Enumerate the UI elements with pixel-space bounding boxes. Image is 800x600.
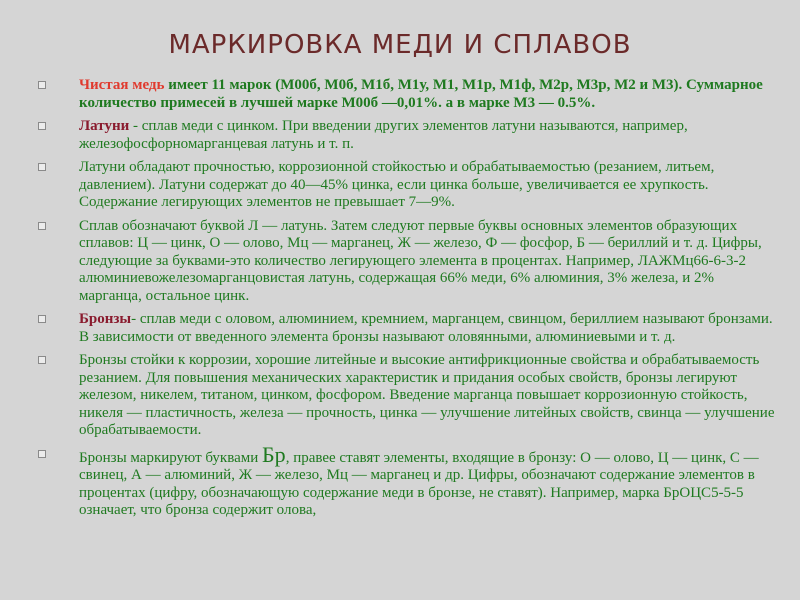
bullet-list [38,77,780,520]
bullet-icon [38,450,46,458]
list-item [38,118,780,153]
slide-title: МАРКИРОВКА МЕДИ И СПЛАВОВ [168,30,632,60]
term-brass: Латуни [79,118,130,134]
item-text: - сплав меди с оловом, алюминием, кремнием, марганцем, свинцом, бериллием называют бронзами. В зависимости от введенного элемента бронзы называют оловянными, алюминиевыми и т. д. [79,311,773,345]
bullet-icon [38,81,46,89]
bullet-icon [38,163,46,171]
bullet-icon [38,222,46,230]
item-text: , правее ставят элементы, входящие в бронзу: О — олово, Ц — цинк, С — свинец, А — алюминий, Ж — железо, Мц — марганец и др. Цифры, обозначают содержание элементов в процентах (цифру, обозначающую содержание меди в бронзе, не ставят). Например, марка БрОЦС5-5-5 означает, что бронза содержит олова, [79,449,759,518]
term-bronze: Бронзы [79,311,132,327]
list-item [38,311,780,346]
bullet-icon [38,356,46,364]
list-item [38,352,780,440]
term-pure-copper: Чистая медь [79,77,165,93]
item-text: имеет 11 марок (М00б, М0б, М1б, М1у, М1, М1р, М1ф, М2р, М3р, М2 и М3). Суммарное количество примесей в лучшей марке М00б —0,01%. а в марке М3 — 0.5%. [79,77,763,111]
item-text: Латуни обладают прочностью, коррозионной стойкостью и обрабатываемостью (резанием, литьем, давлением). Латуни содержат до 40—45% цинка, если цинка больше, увеличивается ее хрупкость. Содержание легирующих элементов не превышает 7—9%. [79,159,715,210]
list-item [38,218,780,306]
bullet-icon [38,315,46,323]
item-text-prefix: Бронзы маркируют буквами [79,449,263,466]
term-br-large: Бр [262,441,286,467]
list-item [38,159,780,212]
item-text: - сплав меди с цинком. При введении других элементов латуни называются, например, железофосфорномарганцевая латунь и т. п. [79,118,688,152]
item-text: Бронзы стойки к коррозии, хорошие литейные и высокие антифрикционные свойства и обрабатываемость резанием. Для повышения механических характеристик и придания особых свойств, бронзы легируют железом, никелем, титаном, цинком, фосфором. Введение марганца повышает коррозионную стойкость, никеля — пластичность, железа — прочность, цинка — улучшение литейных свойств, свинца — улучшение обрабатываемости. [79,352,775,438]
list-item [38,77,780,112]
bullet-icon [38,122,46,130]
item-text: Сплав обозначают буквой Л — латунь. Затем следуют первые буквы основных элементов образующих сплавов: Ц — цинк, О — олово, Мц — марганец, Ж — железо, Ф — фосфор, Б — бериллий и т. д. Цифры, следующие за буквами-это количество легирующего элемента в процентах. Например, ЛАЖМц66-6-3-2 алюминиевожелезомарганцовистая латунь, содержащая 66% меди, 6% алюминия, 3% железа, и 2% марганца, остальное цинк. [79,217,762,304]
list-item [38,441,780,520]
